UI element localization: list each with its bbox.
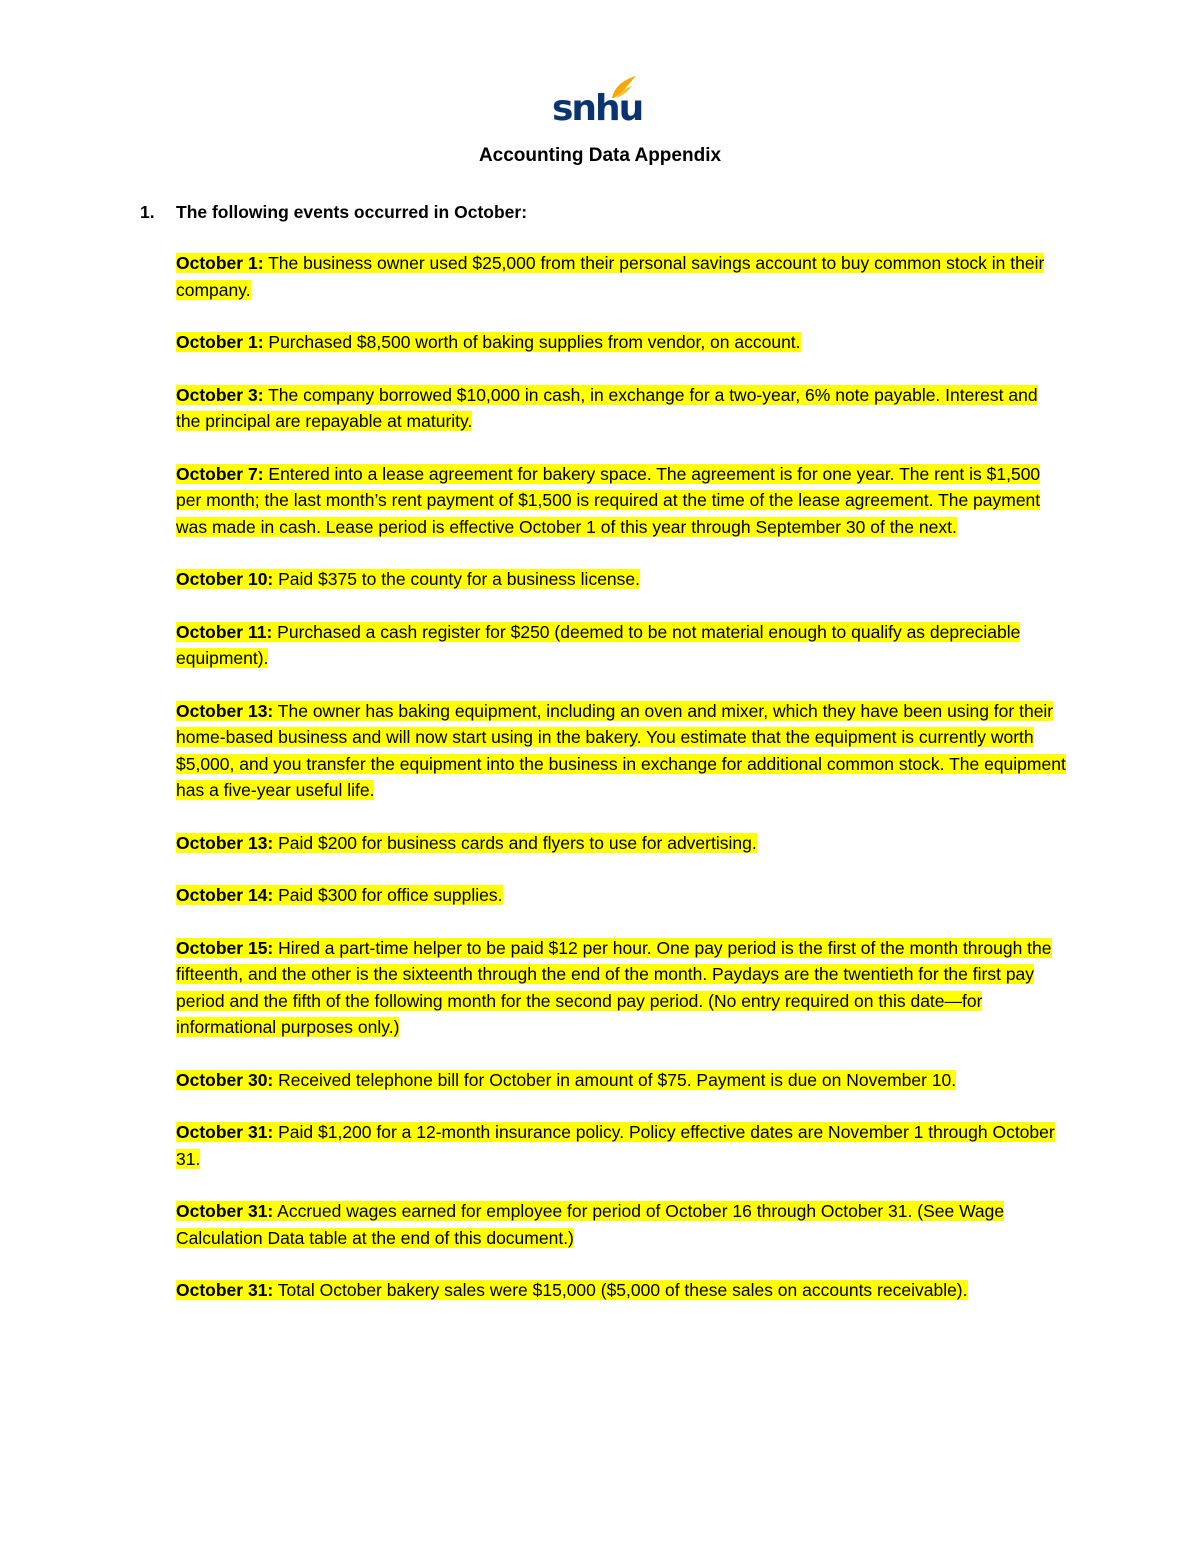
event-date: October 13:: [176, 832, 274, 853]
event-item: [176, 619, 1066, 672]
event-description: The owner has baking equipment, including an oven and mixer, which they have been using for their home-based business and will now start using in the bakery. You estimate that the equipment is currently worth $5,000, and you transfer the equipment into the business in exchange for additional common stock. The equipment has a five-year useful life.: [176, 700, 1066, 800]
event-date: October 30:: [176, 1069, 274, 1090]
event-item: [176, 698, 1066, 804]
event-item: [176, 1198, 1066, 1251]
section-number: 1.: [140, 202, 155, 222]
event-description: Paid $200 for business cards and flyers to use for advertising.: [273, 832, 757, 853]
event-description: The company borrowed $10,000 in cash, in exchange for a two-year, 6% note payable. Interest and the principal are repayable at maturity.: [176, 384, 1038, 431]
event-item: [176, 830, 1066, 857]
logo-text: snhu: [552, 88, 643, 129]
event-item: [176, 382, 1066, 435]
event-item: [176, 566, 1066, 593]
event-item: [176, 329, 1066, 356]
event-item: [176, 935, 1066, 1041]
event-item: [176, 1067, 1066, 1094]
event-description: Accrued wages earned for employee for period of October 16 through October 31. (See Wage Calculation Data table at the end of this document.): [176, 1201, 1005, 1248]
event-date: October 11:: [176, 621, 273, 642]
event-date: October 31:: [176, 1122, 274, 1142]
event-description: Entered into a lease agreement for bakery space. The agreement is for one year. The rent is $1,500 per month; the last month’s rent payment of $1,500 is required at the time of the lease agreement. The payment was made in cash. Lease period is effective October 1 of this year through September 30 of the next.: [176, 463, 1041, 537]
event-item: [176, 461, 1066, 541]
event-date: October 1:: [176, 332, 264, 352]
event-date: October 15:: [176, 937, 274, 958]
section-heading-text: The following events occurred in October:: [176, 202, 528, 222]
event-date: October 13:: [176, 700, 274, 721]
event-item: [176, 1277, 1066, 1304]
section-heading: [140, 199, 527, 225]
event-date: October 31:: [176, 1201, 274, 1221]
event-description: Paid $375 to the county for a business license.: [273, 569, 641, 589]
snhu-logo: [552, 74, 642, 134]
event-item: [176, 882, 1066, 909]
event-item: [176, 250, 1066, 303]
event-description: Paid $300 for office supplies.: [273, 885, 503, 905]
event-date: October 10:: [176, 569, 274, 589]
event-date: October 7:: [176, 463, 264, 484]
event-description: Purchased $8,500 worth of baking supplies from vendor, on account.: [263, 332, 801, 352]
event-date: October 1:: [176, 253, 264, 273]
event-description: Total October bakery sales were $15,000 ($5,000 of these sales on accounts receivable).: [273, 1280, 968, 1300]
event-description: Received telephone bill for October in amount of $75. Payment is due on November 10.: [273, 1069, 957, 1090]
event-description: Purchased a cash register for $250 (deemed to be not material enough to qualify as depreciable equipment).: [176, 621, 1021, 668]
event-date: October 3:: [176, 384, 264, 405]
event-item: [176, 1119, 1066, 1172]
event-date: October 14:: [176, 885, 274, 905]
event-description: Paid $1,200 for a 12-month insurance policy. Policy effective dates are November 1 through October 31.: [176, 1122, 1055, 1169]
event-description: Hired a part-time helper to be paid $12 per hour. One pay period is the first of the month through the fifteenth, and the other is the sixteenth through the end of the month. Paydays are the twentieth for the first pay period and the fifth of the following month for the second pay period. (No entry required on this date—for informational purposes only.): [176, 937, 1052, 1037]
event-list: [176, 250, 1066, 1330]
event-date: October 31:: [176, 1280, 274, 1300]
event-description: The business owner used $25,000 from their personal savings account to buy common stock in their company.: [176, 253, 1045, 300]
page-title: Accounting Data Appendix: [478, 145, 722, 166]
